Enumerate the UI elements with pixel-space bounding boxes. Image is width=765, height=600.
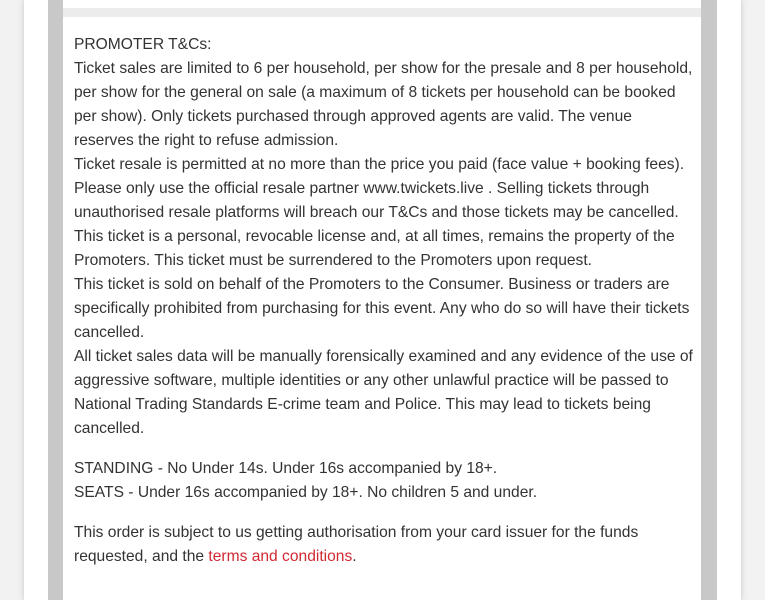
terms-content (74, 33, 696, 569)
terms-paragraph-resale: Ticket resale is permitted at no more than the price you paid (face value + booking fees). Please only use the official resale partner www.twickets.live . Selling tickets through unauthorised resale platforms will breach our T&Cs and those tickets may be cancelled. (74, 156, 685, 221)
panel-top-divider (63, 8, 701, 17)
seats-restriction: SEATS - Under 16s accompanied by 18+. No children 5 and under. (74, 484, 538, 501)
authorisation-suffix: . (352, 548, 357, 565)
terms-paragraph-sales-limit: Ticket sales are limited to 6 per household, per show for the presale and 8 per household, per show for the general on sale (a maximum of 8 tickets per household can be booked per show). Only tickets purchased through approved agents are valid. The venue reserves the right to refuse admission. (74, 60, 693, 149)
standing-restriction: STANDING - No Under 14s. Under 16s accompanied by 18+. (74, 460, 498, 477)
authorisation-text: This order is subject to us getting authorisation from your card issuer for the funds requested, and the (74, 524, 639, 565)
terms-heading: PROMOTER T&Cs: (74, 36, 212, 53)
terms-paragraph-forensics: All ticket sales data will be manually forensically examined and any evidence of the use of aggressive software, multiple identities or any other unlawful practice will be passed to National Trading Standards E-crime team and Police. This may lead to tickets being cancelled. (74, 348, 693, 437)
authorisation-notice (74, 521, 696, 569)
terms-paragraph-consumer: This ticket is sold on behalf of the Promoters to the Consumer. Business or traders are specifically prohibited from purchasing for this event. Any who do so will have their tickets cancelled. (74, 276, 690, 341)
terms-and-conditions-link[interactable]: terms and conditions (208, 548, 353, 565)
spacer (74, 441, 696, 457)
spacer (74, 505, 696, 521)
terms-paragraph-license: This ticket is a personal, revocable license and, at all times, remains the property of the Promoters. This ticket must be surrendered to the Promoters upon request. (74, 228, 675, 269)
